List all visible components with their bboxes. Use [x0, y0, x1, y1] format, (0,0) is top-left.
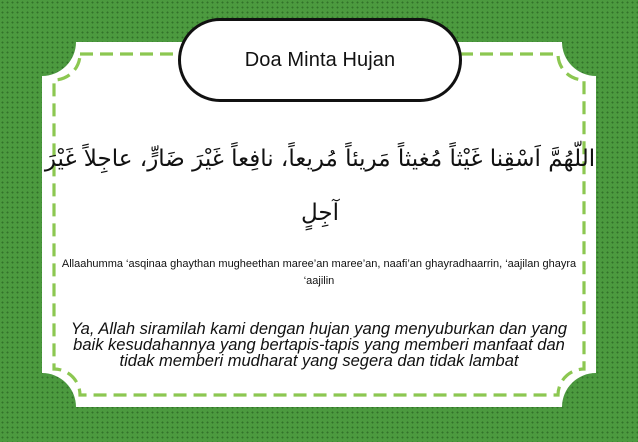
- translation-text: Ya, Allah siramilah kami dengan hujan yang menyuburkan dan yang baik kesudahannya yang bertapis-tapis yang memberi manfaat dan tidak memberi mudharat yang segera dan tidak lambat: [70, 320, 568, 370]
- title-banner: [178, 18, 462, 102]
- page-title: Doa Minta Hujan: [244, 48, 396, 71]
- arabic-prayer-text: اللّهُمَّ اَسْقِنا غَيْثاً مُغيثاً مَريئاً مُريعاً، نافِعاً غَيْرَ ضَارٍّ، عاجِلاً غَيْرَ آجِلٍ: [44, 146, 596, 226]
- transliteration-text: Allaahumma ‘asqinaa ghaythan mugheethan maree’an maree’an, naafi’an ghayradhaarrin, ‘aajilan ghayra ‘aajilin: [61, 258, 577, 287]
